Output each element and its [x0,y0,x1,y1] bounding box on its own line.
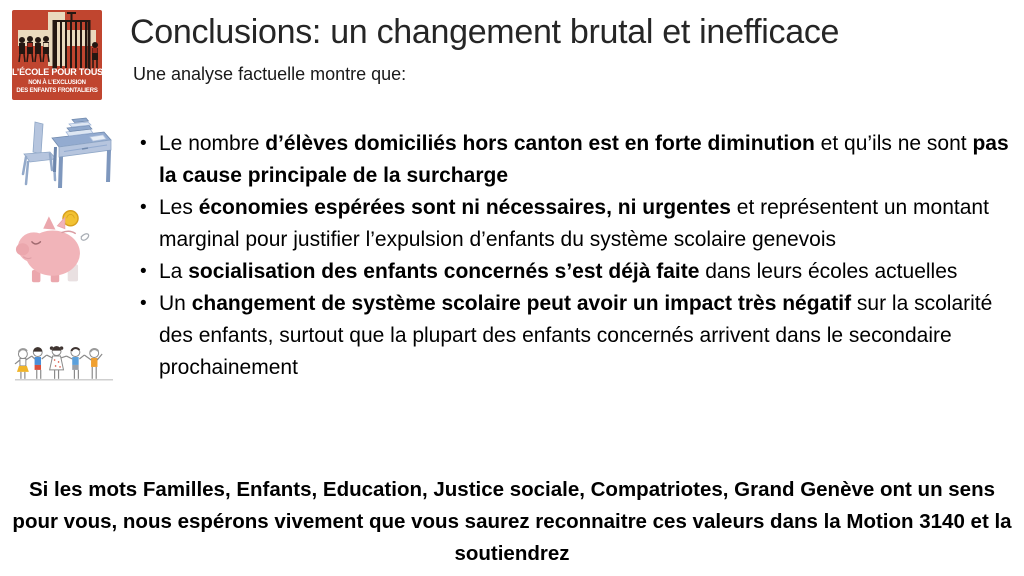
bullet-text-bold: socialisation des enfants concernés s’est déjà faite [188,260,700,283]
children-holding-hands-icon [12,332,116,387]
logo-art-icon [12,10,102,100]
school-desk-icon [14,110,114,190]
bullet-text: et qu’ils ne sont [814,132,973,155]
page-subtitle: Une analyse factuelle montre que: [133,64,407,84]
bullet-text: La [159,260,189,283]
bullet-text-bold: pas la cause principale de la surcharge [159,132,1009,187]
bullet-item [136,192,1012,256]
logo-line3: DES ENFANTS FRONTALIERS [16,88,98,94]
bullet-item [136,128,1012,192]
bullet-text-bold: changement de système scolaire peut avoir un impact très négatif [191,292,852,315]
bullet-text: Les [159,196,199,219]
bullet-text-bold: économies espérées sont ni nécessaires, ni urgentes [198,196,731,219]
piggy-bank-icon [15,206,95,288]
footer-appeal: Si les mots Familles, Enfants, Education, Justice sociale, Compatriotes, Grand Genève ont un sens pour vous, nous espérons vivement que vous saurez reconnaitre ces valeurs dans la Motion 3140 et la soutiendrez [12,478,1012,565]
bullet-text: Le nombre [159,132,266,155]
logo-line2: NON À L’EXCLUSION [28,80,86,86]
bullet-text: sur la scolarité des enfants, surtout que la plupart des enfants concernés arrivent dans le secondaire prochainement [159,292,993,379]
bullet-text-bold: d’élèves domiciliés hors canton est en forte diminution [265,132,815,155]
bullet-item [136,288,1012,384]
logo-line1: L’ÉCOLE POUR TOUS [12,67,103,77]
bullet-list [136,128,1012,384]
bullet-item [136,256,1012,288]
page-title: Conclusions: un changement brutal et inefficace [130,13,840,51]
bullet-text: dans leurs écoles actuelles [699,260,958,283]
bullet-text: Un [159,292,192,315]
campaign-logo [12,10,102,100]
bullet-text: et représentent un montant marginal pour justifier l’expulsion d’enfants du système scolaire genevois [159,196,989,251]
